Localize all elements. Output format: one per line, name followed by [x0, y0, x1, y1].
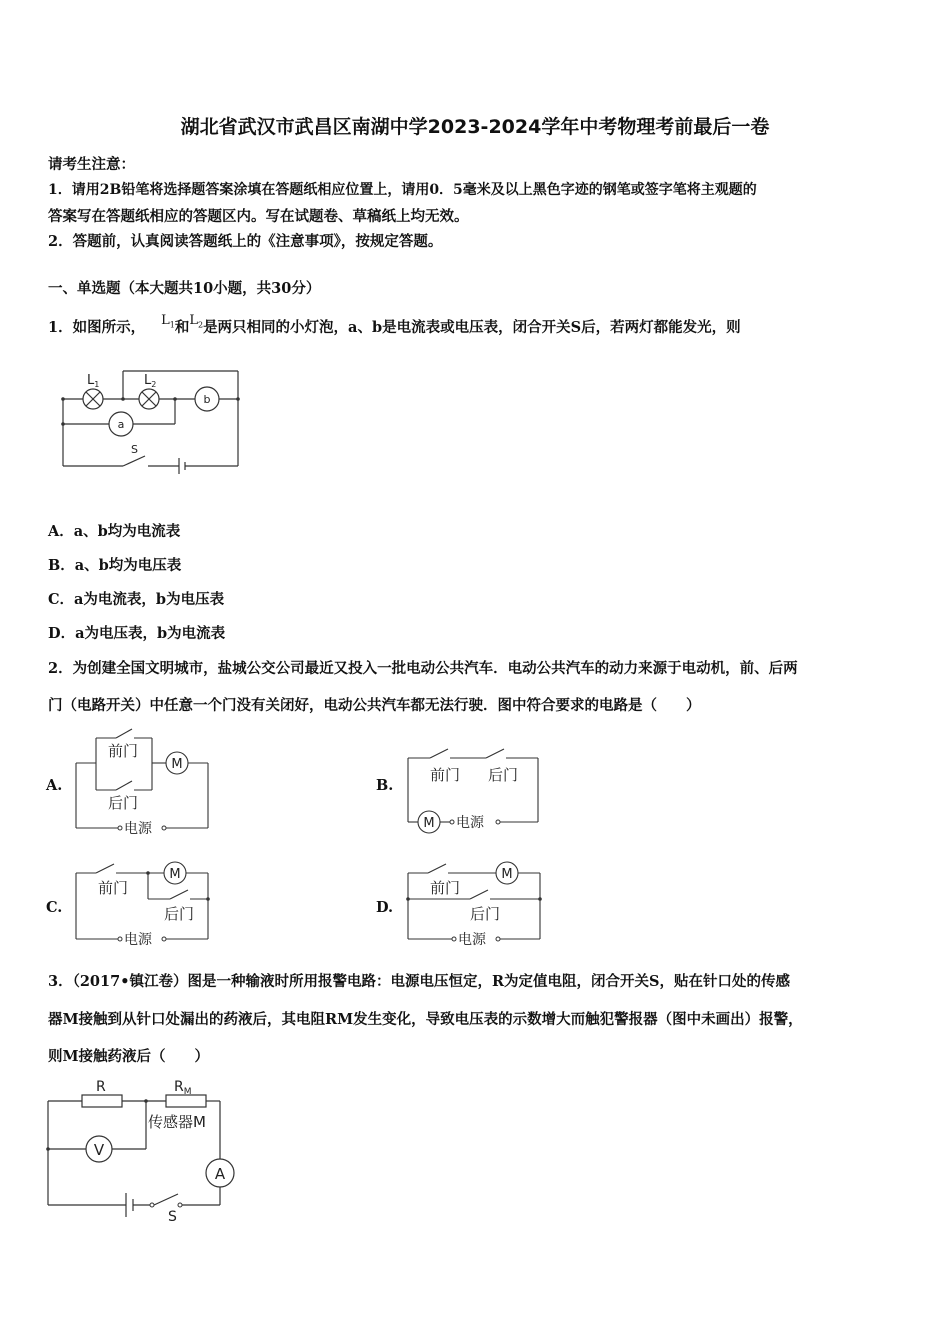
q1-and: 和	[174, 319, 190, 336]
motor-icon	[164, 862, 186, 884]
notice-line-3: 2．答题前，认真阅读答题纸上的《注意事项》，按规定答题。	[48, 233, 443, 250]
q1-l1: $L_1$	[161, 313, 175, 330]
q2-option-a-label[interactable]: A.	[46, 777, 63, 794]
motor-icon	[418, 811, 440, 833]
q1-option-d[interactable]: D．a为电压表，b为电流表	[48, 625, 226, 642]
svg-text:V: V	[93, 1141, 105, 1159]
q1-option-a[interactable]: A．a、b均为电流表	[48, 523, 181, 540]
q2-circuit-a[interactable]	[70, 726, 215, 838]
svg-text:M: M	[423, 816, 435, 831]
motor-icon	[496, 862, 518, 884]
page-title: 湖北省武汉市武昌区南湖中学2023-2024学年中考物理考前最后一卷	[180, 116, 770, 138]
back-door-label: 后门	[108, 794, 139, 812]
front-door-label: 前门	[430, 766, 461, 784]
q2-circuit-c[interactable]	[70, 855, 215, 953]
q1-circuit-diagram	[55, 364, 250, 479]
q3-circuit-diagram	[42, 1075, 247, 1225]
q1-option-c[interactable]: C．a为电流表，b为电压表	[48, 591, 225, 608]
power-label: 电源	[456, 815, 484, 831]
meter-a-icon	[109, 412, 133, 436]
q2-option-d-label[interactable]: D.	[376, 899, 394, 916]
back-door-label: 后门	[164, 905, 195, 923]
ammeter-icon	[206, 1159, 234, 1187]
q3-stem-line-2: 器M接触到从针口处漏出的药液后，其电阻RM发生变化，导致电压表的示数增大而触犯警报器（图中未画出）报警，	[48, 1011, 803, 1028]
q1-option-b[interactable]: B．a、b均为电压表	[48, 557, 182, 574]
svg-text:A: A	[214, 1165, 226, 1183]
notice-line-1: 1．请用2B铅笔将选择题答案涂填在答题纸相应位置上，请用0．5毫米及以上黑色字迹的钢笔或签字笔将主观题的	[48, 182, 757, 198]
voltmeter-icon	[86, 1136, 112, 1162]
power-label: 电源	[124, 932, 152, 948]
q2-option-b-label[interactable]: B.	[376, 777, 394, 794]
svg-text:M: M	[501, 867, 513, 882]
switch-s-label: S	[168, 1209, 177, 1225]
q1-stem	[48, 313, 741, 338]
svg-text:M: M	[169, 867, 181, 882]
q2-circuit-b[interactable]	[400, 738, 548, 836]
meter-b-icon	[195, 387, 219, 411]
front-door-label: 前门	[98, 879, 129, 897]
front-door-label: 前门	[430, 879, 461, 897]
q2-option-c-label[interactable]: C.	[46, 899, 63, 916]
lamp-l2-icon	[139, 389, 159, 409]
svg-text:M: M	[171, 757, 183, 772]
back-door-label: 后门	[488, 766, 519, 784]
q3-stem-line-3: 则M接触药液后（ ）	[48, 1048, 210, 1065]
q1-prefix: 1．如图所示，	[48, 319, 146, 336]
notice-line-2: 答案写在答题纸相应的答题区内。写在试题卷、草稿纸上均无效。	[48, 208, 469, 225]
rm-label: $R_M$	[174, 1079, 192, 1097]
sensor-label: 传感器M	[148, 1113, 206, 1131]
lamp-l1-icon	[83, 389, 103, 409]
q1-l2: $L_2$	[189, 313, 204, 330]
r-label: R	[96, 1079, 106, 1095]
section-heading: 一、单选题（本大题共10小题，共30分）	[48, 280, 321, 297]
power-label: 电源	[458, 932, 486, 948]
front-door-label: 前门	[108, 742, 139, 760]
resistor-r-icon	[82, 1095, 122, 1107]
l1-label: $L_1$	[87, 373, 100, 389]
l2-label: $L_2$	[144, 373, 157, 389]
notice-heading: 请考生注意：	[48, 156, 135, 173]
meter-b-label: b	[203, 393, 211, 406]
q1-rest: 是两只相同的小灯泡，a、b是电流表或电压表，闭合开关S后，若两灯都能发光，则	[203, 319, 741, 336]
back-door-label: 后门	[470, 905, 501, 923]
q2-circuit-d[interactable]	[400, 855, 548, 953]
q2-stem-line-1: 2．为创建全国文明城市，盐城公交公司最近又投入一批电动公共汽车．电动公共汽车的动力来源于电动机，前、后两	[48, 660, 798, 677]
q3-stem-line-1: 3．（2017•镇江卷）图是一种输液时所用报警电路：电源电压恒定，R为定值电阻，闭合开关S，贴在针口处的传感	[48, 973, 790, 990]
q2-stem-line-2: 门（电路开关）中任意一个门没有关闭好，电动公共汽车都无法行驶．图中符合要求的电路是（ ）	[48, 697, 701, 714]
power-label: 电源	[124, 821, 152, 837]
switch-s-label: S	[131, 443, 138, 456]
motor-icon	[166, 752, 188, 774]
meter-a-label: a	[117, 418, 125, 431]
